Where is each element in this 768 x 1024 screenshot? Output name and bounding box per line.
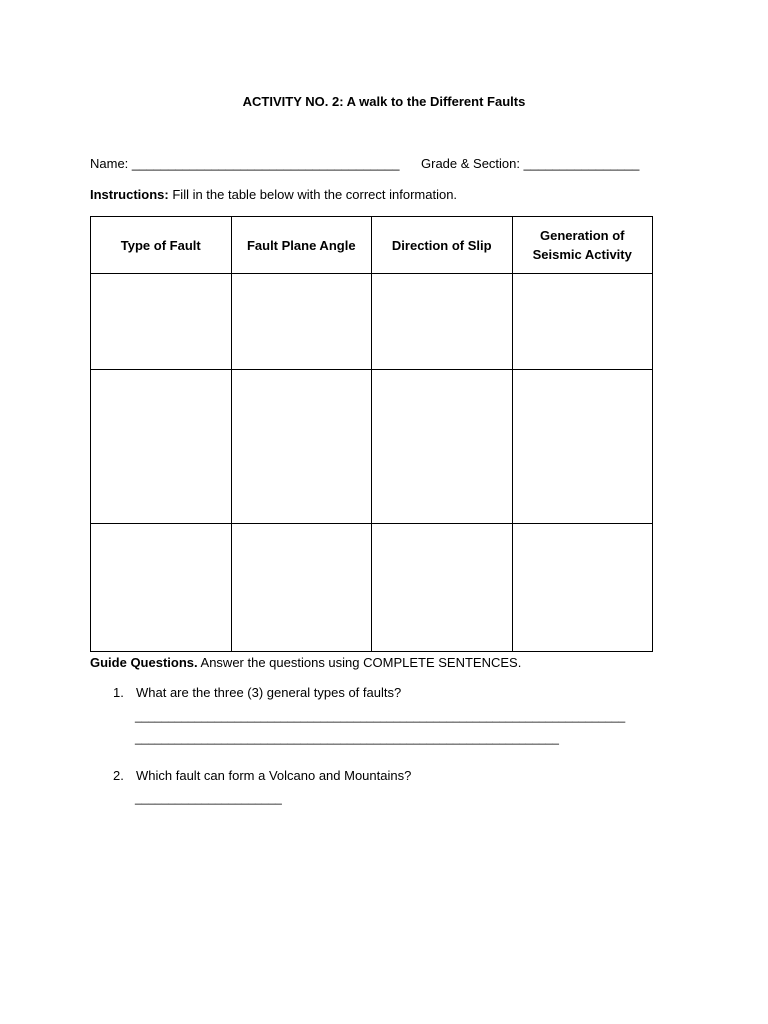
question-2-number: 2. xyxy=(113,768,124,783)
table-cell[interactable] xyxy=(372,524,513,652)
faults-table xyxy=(90,216,653,652)
guide-questions-text: Answer the questions using COMPLETE SENTENCES. xyxy=(200,655,522,670)
table-cell[interactable] xyxy=(231,274,372,370)
question-2-text: Which fault can form a Volcano and Mountains? xyxy=(136,768,412,783)
table-cell[interactable] xyxy=(512,370,653,524)
table-cell[interactable] xyxy=(512,524,653,652)
header-seismic-activity: Generation of Seismic Activity xyxy=(512,217,653,274)
grade-section-blank[interactable]: ________________ xyxy=(523,156,640,171)
header-fault-plane-angle: Fault Plane Angle xyxy=(231,217,372,274)
question-2-answer-line[interactable]: ______________________ xyxy=(135,791,282,805)
instructions-label: Instructions: xyxy=(90,187,169,202)
name-label: Name: xyxy=(90,156,129,171)
instructions xyxy=(90,186,457,204)
question-1-answer-line[interactable]: ________________________________________________________________ xyxy=(135,731,559,745)
table-header-row xyxy=(91,217,653,274)
table-row xyxy=(91,274,653,370)
table-cell[interactable] xyxy=(372,370,513,524)
grade-section-field xyxy=(421,155,639,173)
table-cell[interactable] xyxy=(512,274,653,370)
table-row xyxy=(91,370,653,524)
name-blank[interactable]: _____________________________________ xyxy=(131,156,400,171)
question-1-text: What are the three (3) general types of faults? xyxy=(136,685,402,700)
guide-questions xyxy=(90,654,521,672)
table-cell[interactable] xyxy=(231,524,372,652)
page-title: ACTIVITY NO. 2: A walk to the Different Faults xyxy=(242,94,526,109)
grade-section-label: Grade & Section: xyxy=(421,156,520,171)
header-direction-of-slip: Direction of Slip xyxy=(372,217,513,274)
table-cell[interactable] xyxy=(231,370,372,524)
table-cell[interactable] xyxy=(91,274,232,370)
question-1-answer-line[interactable]: __________________________________________________________________________ xyxy=(135,709,626,723)
table-cell[interactable] xyxy=(91,370,232,524)
guide-questions-label: Guide Questions. xyxy=(90,655,198,670)
name-field xyxy=(90,155,399,173)
instructions-text: Fill in the table below with the correct information. xyxy=(172,187,458,202)
table-cell[interactable] xyxy=(91,524,232,652)
table-row xyxy=(91,524,653,652)
header-type-of-fault: Type of Fault xyxy=(91,217,232,274)
table-cell[interactable] xyxy=(372,274,513,370)
question-1-number: 1. xyxy=(113,685,124,700)
